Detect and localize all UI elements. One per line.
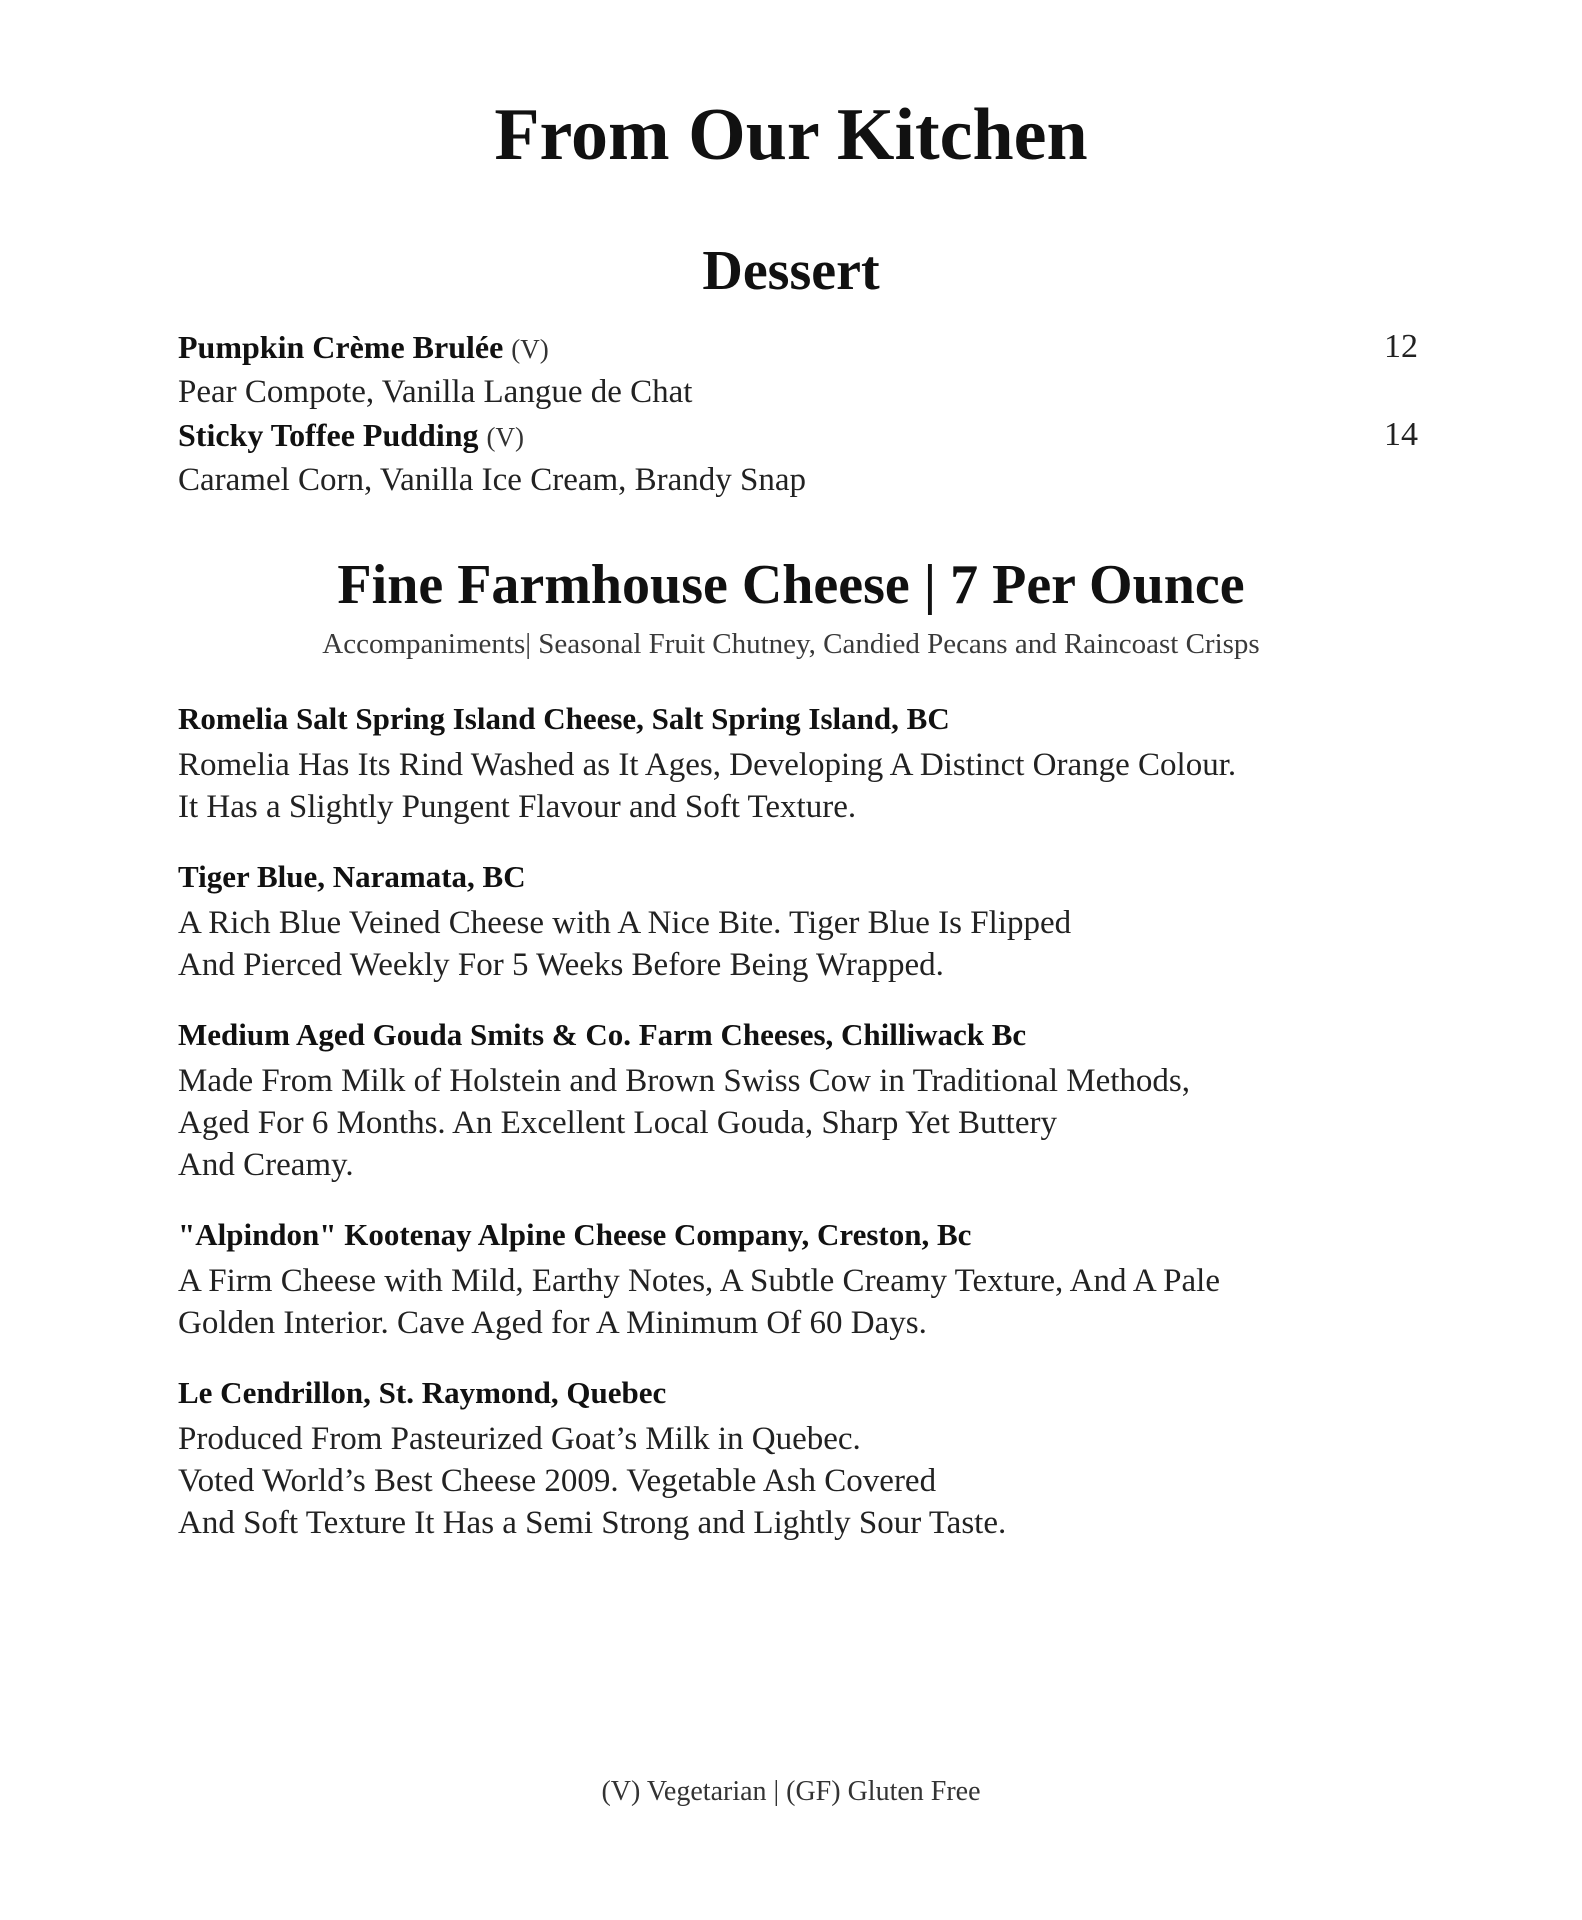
cheese-description-line: Aged For 6 Months. An Excellent Local Gouda, Sharp Yet Buttery: [178, 1105, 1057, 1141]
dessert-item-price: 12: [1384, 328, 1418, 365]
cheese-list: [178, 694, 1418, 1568]
cheese-description-line: Romelia Has Its Rind Washed as It Ages, Developing A Distinct Orange Colour.: [178, 747, 1237, 783]
page-title: From Our Kitchen: [494, 94, 1088, 176]
cheese-description-line: And Pierced Weekly For 5 Weeks Before Being Wrapped.: [178, 947, 944, 983]
cheese-description-line: It Has a Slightly Pungent Flavour and Soft Texture.: [178, 789, 857, 825]
dessert-item-price: 14: [1384, 416, 1418, 453]
cheese-item-name: Le Cendrillon, St. Raymond, Quebec: [178, 1375, 667, 1410]
cheese-item: [178, 694, 1418, 828]
cheese-description-line: Voted World’s Best Cheese 2009. Vegetable Ash Covered: [178, 1463, 937, 1499]
cheese-item-name: "Alpindon" Kootenay Alpine Cheese Company, Creston, Bc: [178, 1217, 972, 1252]
cheese-item: [178, 852, 1418, 986]
cheese-description-line: Golden Interior. Cave Aged for A Minimum Of 60 Days.: [178, 1305, 927, 1341]
cheese-item-name: Medium Aged Gouda Smits & Co. Farm Cheeses, Chilliwack Bc: [178, 1017, 1027, 1052]
dessert-item: [178, 325, 1418, 413]
dessert-item-name: Sticky Toffee Pudding: [178, 417, 479, 453]
dessert-section-title: Dessert: [702, 240, 880, 302]
cheese-description-line: Produced From Pasteurized Goat’s Milk in Quebec.: [178, 1421, 861, 1457]
dessert-list: [178, 325, 1418, 501]
cheese-section-title: Fine Farmhouse Cheese | 7 Per Ounce: [337, 554, 1245, 616]
vegetarian-flag: (V): [486, 422, 524, 452]
cheese-description-line: And Creamy.: [178, 1147, 354, 1183]
cheese-item: [178, 1368, 1418, 1544]
dessert-item-description: Caramel Corn, Vanilla Ice Cream, Brandy Snap: [178, 462, 807, 498]
cheese-accompaniments: Accompaniments| Seasonal Fruit Chutney, Candied Pecans and Raincoast Crisps: [322, 628, 1260, 660]
dessert-item: [178, 413, 1418, 501]
cheese-description-line: A Firm Cheese with Mild, Earthy Notes, A Subtle Creamy Texture, And A Pale: [178, 1263, 1220, 1299]
dessert-item-name: Pumpkin Crème Brulée: [178, 329, 504, 365]
cheese-item-description: [178, 744, 1418, 828]
cheese-item: [178, 1010, 1418, 1186]
cheese-description-line: Made From Milk of Holstein and Brown Swiss Cow in Traditional Methods,: [178, 1063, 1191, 1099]
cheese-item-description: [178, 1418, 1418, 1544]
cheese-item-description: [178, 1060, 1418, 1186]
dietary-legend: (V) Vegetarian | (GF) Gluten Free: [601, 1776, 981, 1807]
vegetarian-flag: (V): [511, 334, 549, 364]
cheese-item-name: Romelia Salt Spring Island Cheese, Salt Spring Island, BC: [178, 701, 950, 736]
cheese-description-line: A Rich Blue Veined Cheese with A Nice Bite. Tiger Blue Is Flipped: [178, 905, 1072, 941]
cheese-item-description: [178, 902, 1418, 986]
dessert-item-description: Pear Compote, Vanilla Langue de Chat: [178, 374, 693, 410]
cheese-item-description: [178, 1260, 1418, 1344]
cheese-description-line: And Soft Texture It Has a Semi Strong and Lightly Sour Taste.: [178, 1505, 1007, 1541]
cheese-item: [178, 1210, 1418, 1344]
cheese-item-name: Tiger Blue, Naramata, BC: [178, 859, 526, 894]
